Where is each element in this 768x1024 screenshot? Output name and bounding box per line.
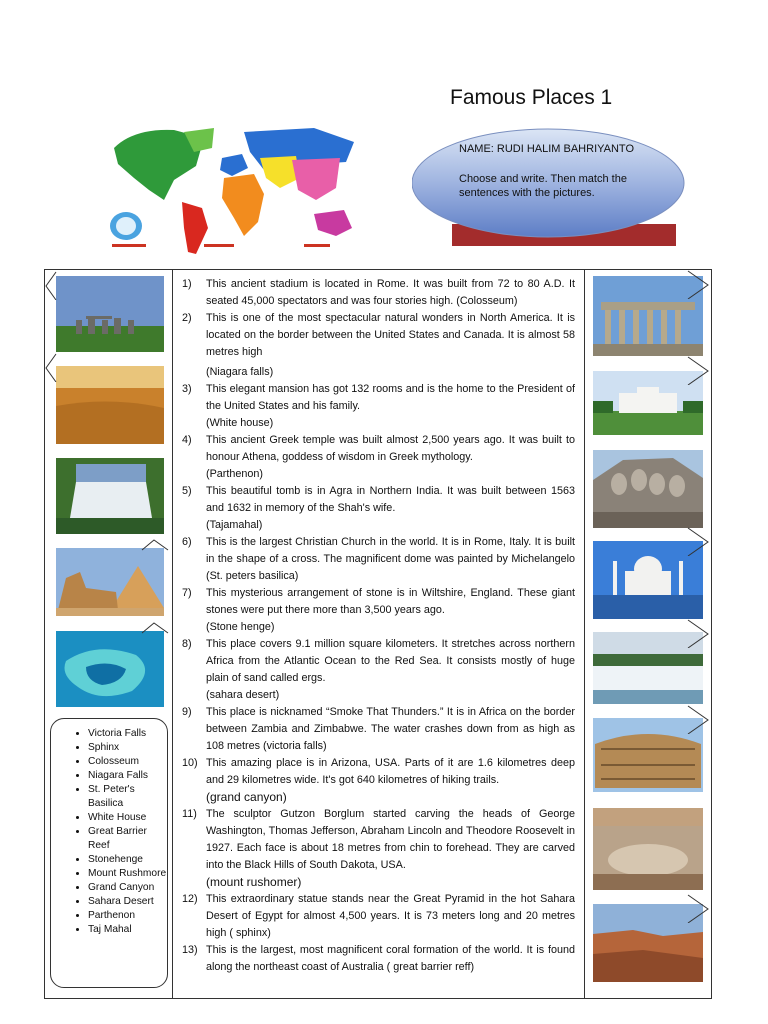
question-number: 1) (182, 278, 192, 290)
question-text: This beautiful tomb is in Agra in Northern India. It was built between 1563 and 1632 in memory of the Shah's wife. (206, 485, 575, 514)
question-item (182, 432, 575, 483)
word-bank (50, 718, 168, 988)
question-number: 7) (182, 587, 192, 599)
question-item (182, 276, 575, 310)
sahara-desert-picture (56, 366, 164, 444)
st-peters-basilica-picture (593, 808, 703, 890)
question-item (182, 891, 575, 942)
question-item (182, 585, 575, 636)
question-item (182, 755, 575, 806)
word-bank-item: • Victoria Falls (88, 727, 167, 741)
question-text: This elegant mansion has got 132 rooms and is the home to the President of the United States and his family. (206, 383, 575, 412)
match-tab (44, 352, 68, 382)
question-number: 11) (182, 808, 197, 820)
match-tab (686, 618, 710, 648)
stonehenge-picture (56, 276, 164, 352)
questions-list (182, 276, 575, 976)
question-answer: (Niagara falls) (206, 366, 274, 378)
question-text: This is one of the most spectacular natural wonders in North America. It is located on the border between the United States and Canada. It is almost 58 metres high (206, 312, 575, 358)
question-number: 12) (182, 893, 198, 905)
question-answer: (Stone henge) (206, 621, 275, 633)
question-answer: (mount rushomer) (206, 875, 302, 889)
student-name: NAME: RUDI HALIM BAHRIYANTO (459, 143, 635, 155)
word-bank-item: • White House (88, 811, 167, 825)
word-bank-item: • Taj Mahal (88, 923, 167, 937)
match-tab (686, 269, 710, 299)
question-text: This mysterious arrangement of stone is in Wiltshire, England. These giant stones were put there more than 3,500 years ago. (206, 587, 575, 616)
world-map-image (104, 118, 372, 256)
question-item (182, 636, 575, 704)
question-item (182, 942, 575, 976)
question-item (182, 310, 575, 381)
question-text: This ancient Greek temple was built almost 2,500 years ago. It was built to honour Athena, goddess of wisdom in Greek mythology. (206, 434, 575, 463)
question-item (182, 381, 575, 432)
match-tab (686, 704, 710, 734)
question-number: 3) (182, 383, 192, 395)
question-answer: (sahara desert) (206, 689, 280, 701)
match-tab (686, 893, 710, 923)
word-bank-item: • Parthenon (88, 909, 167, 923)
question-item (182, 806, 575, 891)
mount-rushmore-picture (593, 450, 703, 528)
worksheet-title: Famous Places 1 (450, 86, 613, 109)
word-bank-item: • Colosseum (88, 755, 167, 769)
left-divider (172, 269, 173, 999)
question-number: 8) (182, 638, 192, 650)
victoria-falls-picture (56, 458, 164, 534)
word-bank-item: • Stonehenge (88, 853, 167, 867)
question-text: This amazing place is in Arizona, USA. Parts of it are 1.6 kilometres deep and 29 kilometres wide. It's got 640 kilometres of hiking trails. (206, 757, 575, 786)
question-text: This place covers 9.1 million square kilometers. It stretches across northern Africa from the Atlantic Ocean to the Red Sea. It consists mostly of huge plain of sand called ergs. (206, 638, 575, 684)
question-text: This is the largest Christian Church in the world. It is in Rome, Italy. It is built in the shape of a cross. The magnificent dome was painted by Michelangelo (St. peters basilica) (206, 536, 575, 582)
question-answer: (Colosseum) (456, 295, 518, 307)
question-number: 6) (182, 536, 192, 548)
question-number: 10) (182, 757, 198, 769)
question-text: This place is nicknamed “Smoke That Thunders.” It is in Africa on the border between Zambia and Zimbabwe. The water crashes down from as high as 108 metres (victoria falls) (206, 706, 575, 752)
word-bank-item: • Grand Canyon (88, 881, 167, 895)
word-bank-item: • Mount Rushmore (88, 867, 167, 881)
match-tab (44, 270, 68, 300)
question-text: This is the largest, most magnificent coral formation of the world. It is found along the northeast coast of Australia ( great barrier reff) (206, 944, 575, 973)
question-text: The sculptor Gutzon Borglum started carving the heads of George Washington, Thomas Jefferson, Abraham Lincoln and Theodore Roosevelt in 1927. Each face is about 18 metres from chin to forehead. They are carved into the Black Hills of South Dakota, USA. (206, 808, 575, 871)
match-tab (140, 538, 164, 568)
question-number: 13) (182, 944, 198, 956)
question-answer: (grand canyon) (206, 790, 287, 804)
question-number: 4) (182, 434, 192, 446)
word-bank-item: • St. Peter's Basilica (88, 783, 167, 811)
instructions: Choose and write. Then match the sentences with the pictures. (459, 173, 627, 199)
word-bank-item: • Great Barrier Reef (88, 825, 167, 853)
question-item (182, 534, 575, 585)
word-bank-item: • Sahara Desert (88, 895, 167, 909)
question-answer: (White house) (206, 417, 274, 429)
match-tab (140, 621, 164, 651)
question-answer: (Tajamahal) (206, 519, 263, 531)
word-bank-item: • Sphinx (88, 741, 167, 755)
question-text: This ancient stadium is located in Rome. It was built from 72 to 80 A.D. It seated 45,000 spectators and was four stories high. (206, 278, 575, 307)
question-number: 9) (182, 706, 192, 718)
question-text: This extraordinary statue stands near the Great Pyramid in the hot Sahara Desert of Egypt for almost 4,500 years. It is 73 meters long and 20 metres high ( sphinx) (206, 893, 575, 939)
match-tab (686, 526, 710, 556)
question-number: 5) (182, 485, 192, 497)
match-tab (686, 355, 710, 385)
word-bank-item: • Niagara Falls (88, 769, 167, 783)
question-item (182, 704, 575, 755)
question-answer: (Parthenon) (206, 468, 264, 480)
question-number: 2) (182, 312, 192, 324)
info-text (459, 142, 649, 200)
question-item (182, 483, 575, 534)
right-divider (584, 269, 585, 999)
